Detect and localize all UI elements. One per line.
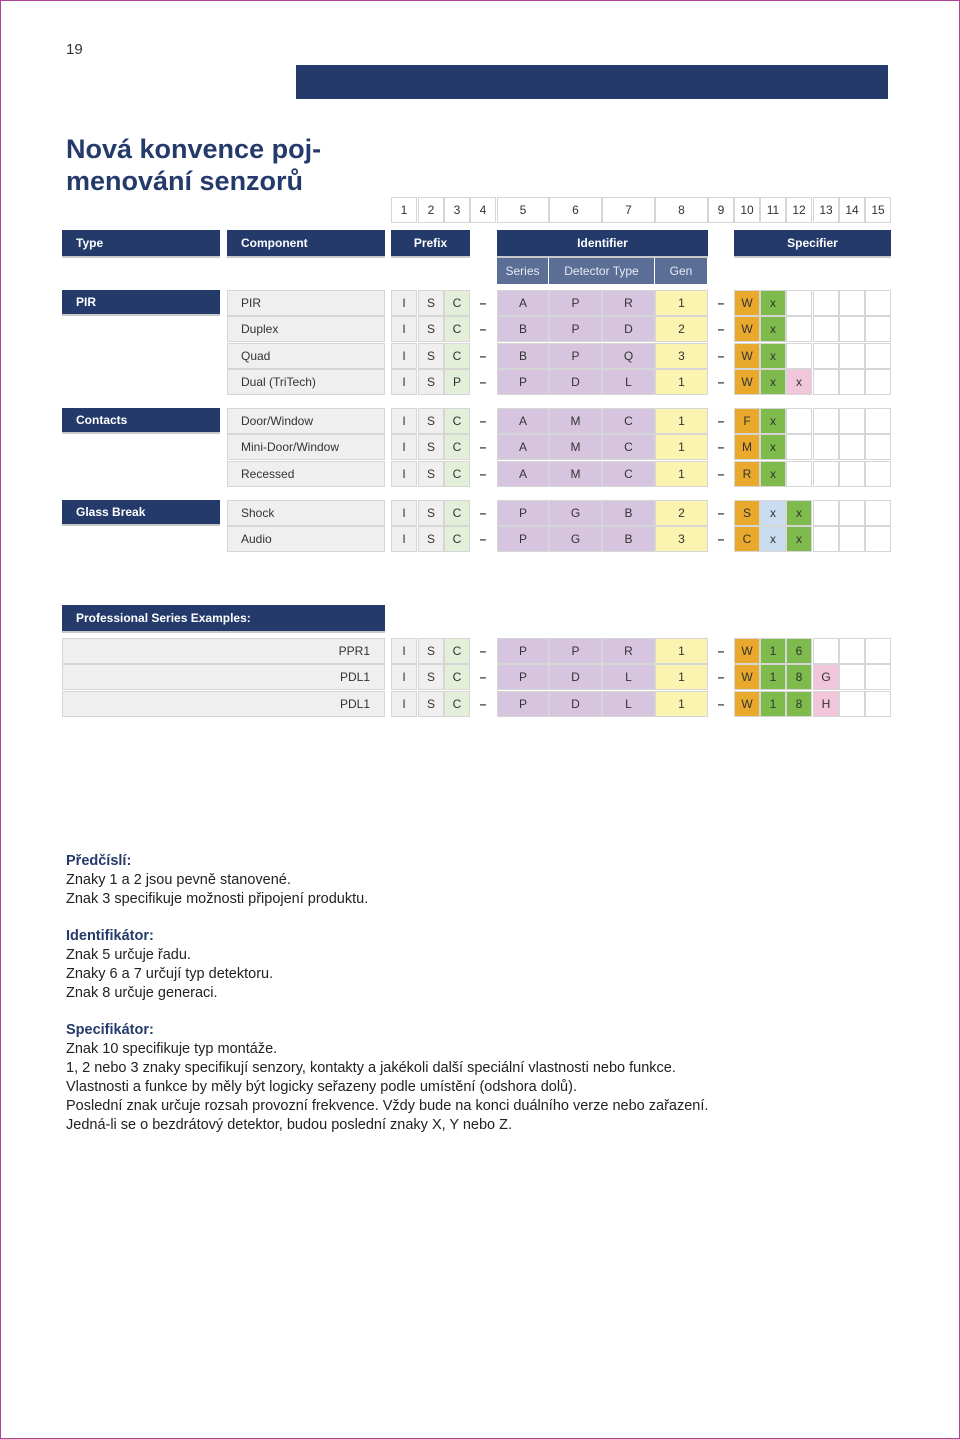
code-cell <box>839 290 865 316</box>
code-cell <box>865 290 891 316</box>
code-cell: A <box>497 461 549 487</box>
examples-heading: Professional Series Examples: <box>62 605 385 633</box>
code-cell <box>813 434 839 460</box>
identifier-line: Znaky 6 a 7 určují typ detektoru. <box>66 966 274 982</box>
code-cell: 1 <box>655 691 708 717</box>
component-label: Duplex <box>227 316 385 342</box>
code-cell <box>813 638 839 664</box>
code-cell: – <box>708 369 734 395</box>
example-label: PDL1 <box>62 664 385 690</box>
code-cell: 2 <box>655 500 708 526</box>
example-label: PPR1 <box>62 638 385 664</box>
code-cell: x <box>760 343 786 369</box>
code-cell: – <box>470 664 496 690</box>
code-cell: – <box>708 290 734 316</box>
code-cell: P <box>497 638 549 664</box>
column-number: 2 <box>418 197 444 223</box>
code-cell <box>786 408 812 434</box>
code-cell: A <box>497 290 549 316</box>
specifier-line: Poslední znak určuje rozsah provozní frekvence. Vždy bude na konci duálního verze nebo zařazení. <box>66 1098 709 1114</box>
code-cell: W <box>734 664 760 690</box>
code-cell: Q <box>602 343 655 369</box>
code-cell: B <box>602 526 655 552</box>
code-cell: 1 <box>655 434 708 460</box>
code-cell: S <box>418 638 444 664</box>
code-cell: x <box>760 408 786 434</box>
code-cell: – <box>708 316 734 342</box>
code-cell: D <box>549 664 602 690</box>
component-label: Mini-Door/Window <box>227 434 385 460</box>
code-cell <box>839 316 865 342</box>
code-cell: F <box>734 408 760 434</box>
code-cell <box>865 369 891 395</box>
prefix-line: Znak 3 specifikuje možnosti připojení produktu. <box>66 891 369 907</box>
code-cell <box>865 664 891 690</box>
column-number: 10 <box>734 197 760 223</box>
specifier-header: Specifier <box>734 230 891 258</box>
code-cell: C <box>444 316 470 342</box>
code-cell: S <box>418 500 444 526</box>
code-cell: M <box>549 408 602 434</box>
code-cell: S <box>418 369 444 395</box>
code-cell: I <box>391 343 417 369</box>
identifier-header: Identifier <box>497 230 708 258</box>
code-cell: – <box>708 664 734 690</box>
code-cell: – <box>470 526 496 552</box>
code-cell: W <box>734 638 760 664</box>
code-cell <box>786 343 812 369</box>
type-label: PIR <box>62 290 220 316</box>
specifier-line: 1, 2 nebo 3 znaky specifikují senzory, kontakty a jakékoli další speciální vlastnosti nebo funkce. <box>66 1060 676 1076</box>
code-cell: x <box>760 290 786 316</box>
prefix-line: Znaky 1 a 2 jsou pevně stanovené. <box>66 872 291 888</box>
code-cell: I <box>391 461 417 487</box>
code-cell: – <box>708 638 734 664</box>
code-cell: C <box>602 434 655 460</box>
code-cell: C <box>444 290 470 316</box>
code-cell: C <box>602 461 655 487</box>
code-cell: – <box>708 408 734 434</box>
code-cell: S <box>418 691 444 717</box>
code-cell: x <box>760 500 786 526</box>
code-cell: S <box>418 461 444 487</box>
detector-type-subheader: Detector Type <box>549 258 655 284</box>
identifier-heading: Identifikátor: <box>66 928 154 944</box>
code-cell: – <box>708 434 734 460</box>
component-label: PIR <box>227 290 385 316</box>
code-cell: P <box>549 343 602 369</box>
code-cell: B <box>602 500 655 526</box>
component-label: Quad <box>227 343 385 369</box>
code-cell: S <box>418 316 444 342</box>
code-cell: G <box>549 500 602 526</box>
code-cell: 1 <box>655 408 708 434</box>
code-cell: M <box>549 461 602 487</box>
code-cell <box>813 369 839 395</box>
code-cell: 8 <box>786 691 812 717</box>
type-label: Contacts <box>62 408 220 434</box>
code-cell: P <box>444 369 470 395</box>
code-cell: C <box>602 408 655 434</box>
series-subheader: Series <box>497 258 549 284</box>
example-label: PDL1 <box>62 691 385 717</box>
code-cell: – <box>708 691 734 717</box>
identifier-line: Znak 8 určuje generaci. <box>66 985 218 1001</box>
code-cell <box>786 290 812 316</box>
code-cell <box>839 691 865 717</box>
code-cell <box>839 638 865 664</box>
code-cell: 6 <box>786 638 812 664</box>
component-label: Dual (TriTech) <box>227 369 385 395</box>
notes-section <box>66 852 926 1135</box>
code-cell: – <box>470 316 496 342</box>
code-cell: S <box>418 290 444 316</box>
page-number: 19 <box>66 41 83 58</box>
column-number: 11 <box>760 197 786 223</box>
code-cell <box>786 461 812 487</box>
code-cell: S <box>418 526 444 552</box>
column-number: 6 <box>549 197 602 223</box>
code-cell: C <box>444 638 470 664</box>
component-label: Shock <box>227 500 385 526</box>
code-cell: I <box>391 526 417 552</box>
code-cell <box>865 343 891 369</box>
column-number: 7 <box>602 197 655 223</box>
code-cell: x <box>786 526 812 552</box>
code-cell <box>839 461 865 487</box>
code-cell: I <box>391 664 417 690</box>
code-cell: 3 <box>655 343 708 369</box>
code-cell <box>813 461 839 487</box>
code-cell: P <box>497 500 549 526</box>
code-cell: I <box>391 408 417 434</box>
code-cell: – <box>470 290 496 316</box>
code-cell: x <box>760 434 786 460</box>
code-cell: C <box>444 343 470 369</box>
code-cell: – <box>708 500 734 526</box>
code-cell: I <box>391 316 417 342</box>
specifier-line: Vlastnosti a funkce by měly být logicky seřazeny podle umístění (odshora dolů). <box>66 1079 577 1095</box>
code-cell: H <box>813 691 839 717</box>
code-cell: D <box>549 369 602 395</box>
code-cell: 1 <box>655 638 708 664</box>
code-cell: C <box>444 434 470 460</box>
code-cell: 1 <box>760 664 786 690</box>
code-cell: S <box>418 434 444 460</box>
code-cell: – <box>470 343 496 369</box>
column-number: 3 <box>444 197 470 223</box>
code-cell: W <box>734 290 760 316</box>
code-cell: B <box>497 316 549 342</box>
code-cell: S <box>418 664 444 690</box>
code-cell: L <box>602 664 655 690</box>
code-cell: 1 <box>655 461 708 487</box>
code-cell: I <box>391 500 417 526</box>
code-cell: W <box>734 343 760 369</box>
code-cell: – <box>708 343 734 369</box>
column-number: 8 <box>655 197 708 223</box>
column-number: 13 <box>813 197 839 223</box>
code-cell: – <box>708 526 734 552</box>
prefix-heading: Předčíslí: <box>66 853 132 869</box>
code-cell: x <box>786 500 812 526</box>
code-cell: W <box>734 369 760 395</box>
specifier-heading: Specifikátor: <box>66 1022 154 1038</box>
code-cell: – <box>470 500 496 526</box>
code-cell: x <box>760 526 786 552</box>
code-cell: C <box>444 500 470 526</box>
component-label: Door/Window <box>227 408 385 434</box>
code-cell: R <box>602 638 655 664</box>
code-cell: W <box>734 316 760 342</box>
column-number: 5 <box>497 197 549 223</box>
code-cell: L <box>602 369 655 395</box>
code-cell <box>865 638 891 664</box>
code-cell: x <box>760 316 786 342</box>
identifier-line: Znak 5 určuje řadu. <box>66 947 191 963</box>
code-cell: A <box>497 408 549 434</box>
code-cell: G <box>813 664 839 690</box>
code-cell: 3 <box>655 526 708 552</box>
component-label: Audio <box>227 526 385 552</box>
code-cell <box>813 500 839 526</box>
code-cell: C <box>734 526 760 552</box>
code-cell: P <box>549 316 602 342</box>
code-cell <box>813 526 839 552</box>
page-title <box>66 133 321 197</box>
code-cell: S <box>418 343 444 369</box>
code-cell: C <box>444 461 470 487</box>
code-cell: R <box>734 461 760 487</box>
code-cell: x <box>786 369 812 395</box>
code-cell: M <box>734 434 760 460</box>
column-number: 12 <box>786 197 812 223</box>
code-cell <box>813 290 839 316</box>
code-cell <box>786 434 812 460</box>
code-cell: B <box>497 343 549 369</box>
code-cell: I <box>391 638 417 664</box>
column-number: 14 <box>839 197 865 223</box>
code-cell: P <box>497 691 549 717</box>
code-cell <box>786 316 812 342</box>
code-cell: G <box>549 526 602 552</box>
code-cell: P <box>497 664 549 690</box>
code-cell: W <box>734 691 760 717</box>
code-cell: L <box>602 691 655 717</box>
code-cell <box>839 500 865 526</box>
code-cell: 1 <box>760 638 786 664</box>
code-cell: 1 <box>655 369 708 395</box>
code-cell <box>865 526 891 552</box>
code-cell: x <box>760 461 786 487</box>
code-cell: C <box>444 691 470 717</box>
code-cell: C <box>444 408 470 434</box>
code-cell: P <box>497 526 549 552</box>
type-header: Type <box>62 230 220 258</box>
code-cell: – <box>470 369 496 395</box>
code-cell: 1 <box>760 691 786 717</box>
code-cell <box>865 500 891 526</box>
code-cell: – <box>708 461 734 487</box>
code-cell: C <box>444 526 470 552</box>
component-label: Recessed <box>227 461 385 487</box>
code-cell: – <box>470 461 496 487</box>
code-cell: – <box>470 408 496 434</box>
code-cell <box>865 316 891 342</box>
code-cell: M <box>549 434 602 460</box>
code-cell <box>813 408 839 434</box>
component-header: Component <box>227 230 385 258</box>
code-cell: 2 <box>655 316 708 342</box>
code-cell: A <box>497 434 549 460</box>
column-number: 9 <box>708 197 734 223</box>
code-cell: 1 <box>655 664 708 690</box>
specifier-line: Jedná-li se o bezdrátový detektor, budou poslední znaky X, Y nebo Z. <box>66 1117 513 1133</box>
header-band <box>296 65 888 99</box>
code-cell <box>813 343 839 369</box>
column-number: 1 <box>391 197 417 223</box>
code-cell: 1 <box>655 290 708 316</box>
code-cell: I <box>391 434 417 460</box>
code-cell: S <box>418 408 444 434</box>
code-cell <box>839 369 865 395</box>
code-cell <box>839 434 865 460</box>
code-cell: P <box>497 369 549 395</box>
code-cell: 8 <box>786 664 812 690</box>
code-cell: C <box>444 664 470 690</box>
page-title-line-1: Nová konvence poj- <box>66 134 322 164</box>
code-cell <box>839 664 865 690</box>
page-title-line-2: menování senzorů <box>66 166 304 196</box>
code-cell <box>865 691 891 717</box>
code-cell: R <box>602 290 655 316</box>
code-cell: S <box>734 500 760 526</box>
specifier-line: Znak 10 specifikuje typ montáže. <box>66 1041 278 1057</box>
column-number: 15 <box>865 197 891 223</box>
code-cell: – <box>470 434 496 460</box>
code-cell: I <box>391 369 417 395</box>
column-number: 4 <box>470 197 496 223</box>
code-cell: – <box>470 691 496 717</box>
prefix-header: Prefix <box>391 230 470 258</box>
code-cell: x <box>760 369 786 395</box>
code-cell <box>865 434 891 460</box>
code-cell: I <box>391 290 417 316</box>
code-cell: – <box>470 638 496 664</box>
type-label: Glass Break <box>62 500 220 526</box>
code-cell <box>839 408 865 434</box>
gen-subheader: Gen <box>655 258 708 284</box>
code-cell <box>813 316 839 342</box>
code-cell <box>839 526 865 552</box>
code-cell: P <box>549 290 602 316</box>
code-cell <box>865 408 891 434</box>
code-cell <box>839 343 865 369</box>
code-cell: D <box>602 316 655 342</box>
code-cell: D <box>549 691 602 717</box>
code-cell <box>865 461 891 487</box>
code-cell: I <box>391 691 417 717</box>
code-cell: P <box>549 638 602 664</box>
